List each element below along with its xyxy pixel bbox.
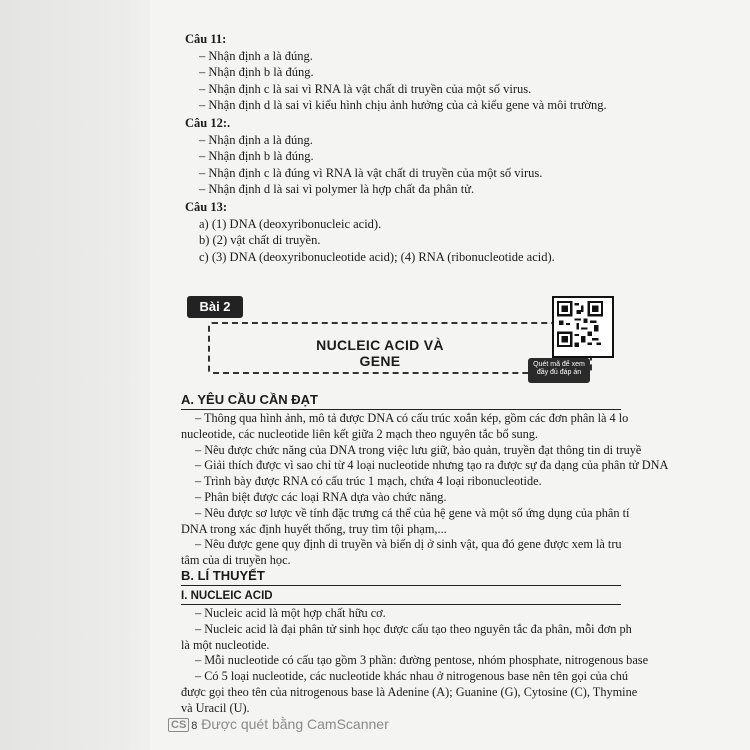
objective-line: DNA trong xác định huyết thống, truy tìm tội phạm,... (181, 521, 447, 536)
objective-line: – Phân biệt được các loại RNA dựa vào chức năng. (195, 489, 447, 504)
objective-line: tâm của di truyền học. (181, 553, 291, 568)
page-number: 8 (191, 720, 198, 732)
answer-item: – Nhận định c là đúng vì RNA là vật chất di truyền của một số virus. (199, 165, 543, 180)
answer-item: – Nhận định d là sai vì kiểu hình chịu ảnh hưởng của cả kiểu gene và môi trường. (199, 98, 607, 113)
answer-item: – Nhận định a là đúng. (199, 48, 313, 63)
objective-line: – Trình bày được RNA có cấu trúc 1 mạch, chứa 4 loại ribonucleotide. (195, 474, 542, 489)
theory-line: và Uracil (U). (181, 700, 250, 715)
camscanner-logo-icon: CS (168, 718, 189, 732)
answer-list (185, 30, 605, 265)
answer-item: – Nhận định b là đúng. (199, 149, 314, 164)
answer-item: – Nhận định d là sai vì polymer là hợp chất đa phân tử. (199, 182, 475, 197)
subsection-heading: I. NUCLEIC ACID (181, 590, 273, 602)
section-a-underline (181, 409, 621, 410)
theory-line: – Có 5 loại nucleotide, các nucleotide khác nhau ở nitrogenous base nên tên gọi của chú (195, 669, 628, 684)
theory-line: được gọi theo tên của nitrogenous base là Adenine (A); Guanine (G), Cytosine (C), Thymine (181, 684, 638, 699)
question-11-title: Câu 11: (185, 32, 227, 46)
objective-line: – Nêu được chức năng của DNA trong việc lưu giữ, bảo quản, truyền đạt thông tin di truyề (195, 442, 642, 457)
section-b-underline (181, 585, 621, 586)
answer-item: b) (2) vật chất di truyền. (199, 233, 321, 248)
scanner-text: Được quét bằng CamScanner (201, 716, 389, 732)
answer-item: – Nhận định a là đúng. (199, 132, 313, 147)
scanner-watermark (168, 716, 389, 732)
theory-line: – Nucleic acid là đại phân tử sinh học được cấu tạo theo nguyên tắc đa phân, mỗi đơn ph (195, 621, 632, 636)
objective-line: – Nêu được gene quy định di truyền và biến dị ở sinh vật, qua đó gene được xem là tru (195, 537, 622, 552)
objective-line: nucleotide, các nucleotide liên kết giữa 2 mạch theo nguyên tắc bổ sung. (181, 426, 539, 441)
subsection-underline (181, 604, 621, 605)
answer-item: a) (1) DNA (deoxyribonucleic acid). (199, 216, 382, 231)
section-b-body (181, 606, 649, 717)
objective-line: – Thông qua hình ảnh, mô tả được DNA có cấu trúc xoắn kép, gồm các đơn phân là 4 lo (195, 411, 629, 425)
theory-line: là một nucleotide. (181, 637, 270, 652)
lesson-tag: Bài 2 (187, 296, 243, 318)
qr-caption: Quét mã để xem đầy đủ đáp án (528, 358, 590, 383)
question-13-title: Câu 13: (185, 199, 228, 214)
section-a-body (181, 411, 669, 569)
theory-line: – Mỗi nucleotide có cấu tạo gồm 3 phần: đường pentose, nhóm phosphate, nitrogenous base (195, 653, 649, 668)
answer-item: – Nhận định b là đúng. (199, 65, 314, 80)
qr-code-icon[interactable] (552, 296, 614, 358)
section-b-heading: B. LÍ THUYẾT (181, 568, 265, 583)
section-a-heading: A. YÊU CẦU CẦN ĐẠT (181, 392, 318, 407)
theory-line: – Nucleic acid là một hợp chất hữu cơ. (195, 606, 386, 620)
previous-page-edge (0, 0, 150, 750)
answer-item: c) (3) DNA (deoxyribonucleotide acid); (4) RNA (ribonucleotide acid). (199, 249, 555, 264)
lesson-title: NUCLEIC ACID VÀ GENE (316, 337, 444, 369)
objective-line: – Giải thích được vì sao chỉ từ 4 loại nucleotide nhưng tạo ra được sự đa dạng của phân tử DNA (195, 458, 669, 473)
answer-item: – Nhận định c là sai vì RNA là vật chất di truyền của một số virus. (199, 81, 532, 96)
question-12-title: Câu 12:. (185, 115, 231, 130)
objective-line: – Nêu được sơ lược về tính đặc trưng cá thể của hệ gene và một số ứng dụng của phân tí (195, 505, 630, 520)
